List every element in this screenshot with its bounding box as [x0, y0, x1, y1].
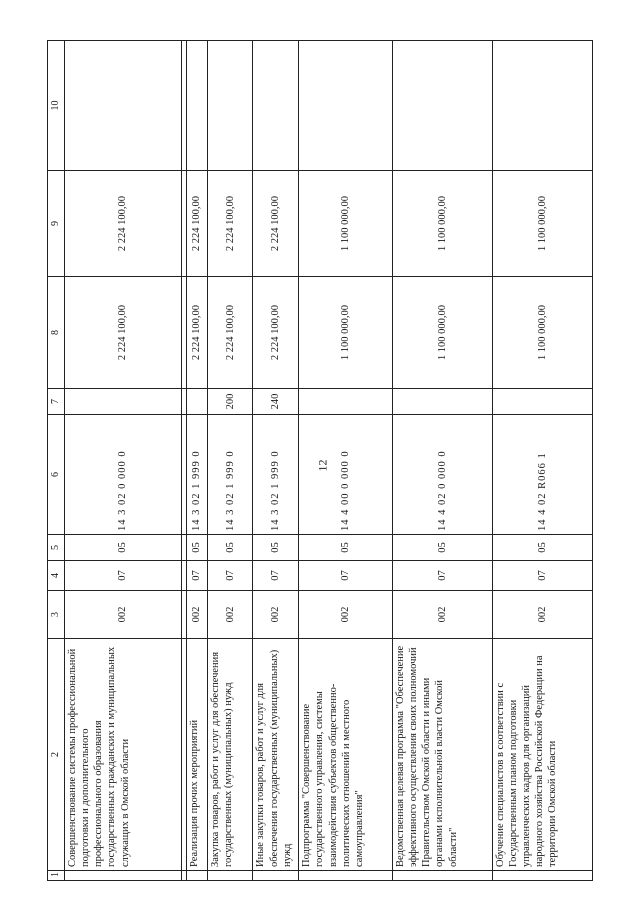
cell-c3: 002: [393, 591, 493, 639]
cell-c8: 2 224 100,00: [186, 277, 207, 389]
cell-c5: 05: [186, 535, 207, 561]
cell-c4: 07: [492, 561, 592, 591]
cell-c3: 002: [299, 591, 393, 639]
cell-c5: 05: [65, 535, 182, 561]
cell-code: 14 3 02 1 999 0: [186, 415, 207, 535]
page-number: 12: [315, 459, 330, 472]
cell-c10: [186, 41, 207, 171]
cell-c7: 200: [207, 389, 253, 415]
cell-c10: [207, 41, 253, 171]
budget-table: [47, 40, 593, 881]
table-row: [65, 41, 182, 881]
cell-c4: 07: [207, 561, 253, 591]
cell-c5: 05: [253, 535, 299, 561]
table-row: [186, 41, 207, 881]
cell-c3: 002: [492, 591, 592, 639]
row-name: Совершенствование системы профессиональной подготовки и дополнительного профессионального образования государственных гражданских и муниципальных служащих в Омской области: [65, 639, 182, 871]
cell-c4: 07: [299, 561, 393, 591]
cell-c7: [299, 389, 393, 415]
table-row: [393, 41, 493, 881]
cell-c4: 07: [253, 561, 299, 591]
col-header-7: 7: [48, 389, 65, 415]
cell-c10: [492, 41, 592, 171]
cell-c7: [186, 389, 207, 415]
row-name: Реализация прочих мероприятий: [186, 639, 207, 871]
cell-code: 14 4 02 0 000 0: [393, 415, 493, 535]
cell-code: 14 3 02 1 999 0: [207, 415, 253, 535]
cell-code: 14 3 02 0 000 0: [65, 415, 182, 535]
cell-c9: 1 100 000,00: [299, 171, 393, 277]
cell-c9: 2 224 100,00: [186, 171, 207, 277]
cell-c5: 05: [299, 535, 393, 561]
col-header-6: 6: [48, 415, 65, 535]
col-header-3: 3: [48, 591, 65, 639]
table-row: [492, 41, 592, 881]
cell-c3: 002: [186, 591, 207, 639]
cell-c10: [393, 41, 493, 171]
col-header-2: 2: [48, 639, 65, 871]
row-name: Обучение специалистов в соответствии с Государственным планом подготовки управленческих кадров для организаций народного хозяйства Российской Федерации на территории Омской области: [492, 639, 592, 871]
cell-c5: 05: [393, 535, 493, 561]
cell-c10: [253, 41, 299, 171]
cell-c7: 240: [253, 389, 299, 415]
cell-c9: 2 224 100,00: [207, 171, 253, 277]
header-row: [48, 41, 65, 881]
col-header-9: 9: [48, 171, 65, 277]
cell-c7: [492, 389, 592, 415]
cell-c3: 002: [207, 591, 253, 639]
cell-c4: 07: [186, 561, 207, 591]
cell-c10: [65, 41, 182, 171]
cell-c8: 1 100 000,00: [299, 277, 393, 389]
cell-c8: 2 224 100,00: [65, 277, 182, 389]
col-header-1: 1: [48, 871, 65, 881]
cell-c9: 1 100 000,00: [492, 171, 592, 277]
budget-table-container: [47, 41, 593, 881]
row-name: Ведомственная целевая программа "Обеспечение эффективного осуществления своих полномочий Правительством Омской области и иными органами исполнительной власти Омской области": [393, 639, 493, 871]
cell-c7: [393, 389, 493, 415]
cell-c7: [65, 389, 182, 415]
cell-c8: 1 100 000,00: [492, 277, 592, 389]
col-header-4: 4: [48, 561, 65, 591]
cell-c8: 1 100 000,00: [393, 277, 493, 389]
table-row: [207, 41, 253, 881]
budget-table-rotated: [47, 41, 593, 881]
cell-c5: 05: [207, 535, 253, 561]
cell-c8: 2 224 100,00: [207, 277, 253, 389]
cell-code: 14 4 02 R066 1: [492, 415, 592, 535]
col-header-8: 8: [48, 277, 65, 389]
cell-code: 14 3 02 1 999 0: [253, 415, 299, 535]
cell-c9: 2 224 100,00: [65, 171, 182, 277]
row-name: Закупка товаров, работ и услуг для обеспечения государственных (муниципальных) нужд: [207, 639, 253, 871]
row-name: Подпрограмма "Совершенствование государственного управления, системы взаимодействия субъектов общественно-политических отношений и местного самоуправления": [299, 639, 393, 871]
cell-c3: 002: [253, 591, 299, 639]
cell-c9: 2 224 100,00: [253, 171, 299, 277]
cell-c3: 002: [65, 591, 182, 639]
cell-c8: 2 224 100,00: [253, 277, 299, 389]
table-row: [299, 41, 393, 881]
cell-c10: [299, 41, 393, 171]
col-header-5: 5: [48, 535, 65, 561]
cell-c9: 1 100 000,00: [393, 171, 493, 277]
cell-c4: 07: [393, 561, 493, 591]
row-name: Иные закупки товаров, работ и услуг для обеспечения государственных (муниципальных) нужд: [253, 639, 299, 871]
col-header-10: 10: [48, 41, 65, 171]
cell-code: 14 4 00 0 000 0: [299, 415, 393, 535]
cell-c4: 07: [65, 561, 182, 591]
table-row: [253, 41, 299, 881]
cell-c5: 05: [492, 535, 592, 561]
